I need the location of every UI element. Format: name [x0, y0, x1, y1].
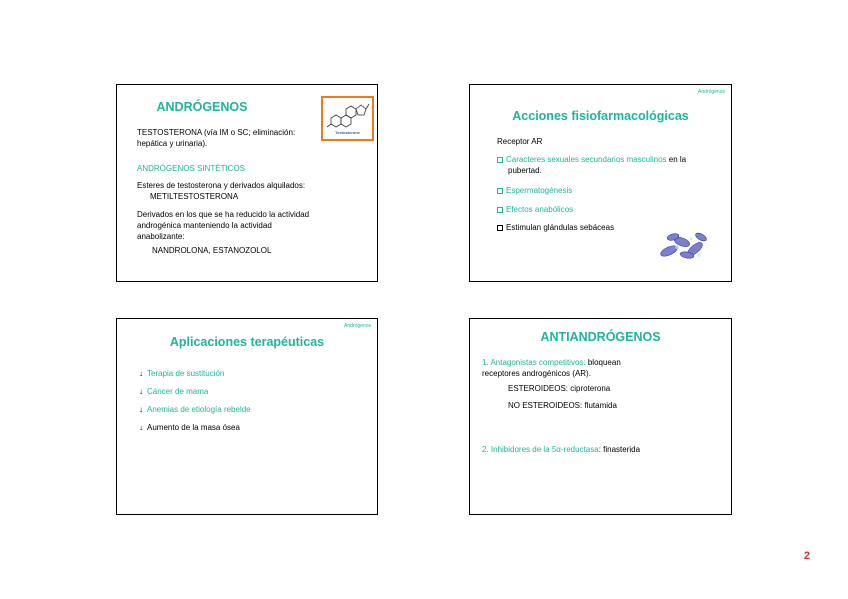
arrow-down-icon: ↓ — [139, 387, 143, 396]
checkbox-icon — [497, 188, 503, 194]
slide-corner-label: Andrógenos — [698, 89, 725, 95]
slide-title: ANDRÓGENOS — [156, 100, 248, 114]
paragraph-nandrolona: NANDROLONA, ESTANOZOLOL — [152, 246, 272, 255]
image-caption: Testosterone — [335, 130, 360, 135]
antagonistas-line: 1. Antagonistas competitivos: bloquean — [482, 358, 621, 367]
list-item: ↓ Aumento de la masa ósea — [139, 423, 240, 432]
testosterone-structure-image — [321, 96, 374, 141]
list-item: Efectos anabólicos — [497, 204, 573, 215]
paragraph-esteres: Esteres de testosterona y derivados alquilados: — [137, 181, 306, 190]
slide-title: ANTIANDRÓGENOS — [540, 330, 661, 344]
page-number: 2 — [803, 550, 810, 562]
slide-antiandrogenos — [469, 318, 732, 515]
slide-acciones — [469, 84, 732, 282]
no-esteroideos-line: NO ESTEROIDEOS: flutamida — [508, 401, 617, 410]
list-item: ↓ Terapia de sustitución — [139, 369, 225, 378]
esteroideos-line: ESTEROIDEOS: ciproterona — [508, 384, 611, 393]
list-item: ↓ Cáncer de mama — [139, 387, 209, 396]
list-item: Espermatogénesis — [497, 185, 572, 196]
checkbox-icon — [497, 157, 503, 163]
slide-androgenos — [116, 84, 378, 282]
paragraph-testosterona-cont: hepática y urinaria). — [137, 139, 208, 148]
arrow-down-icon: ↓ — [139, 423, 143, 432]
subheading-sinteticos: ANDRÓGENOS SINTÉTICOS — [137, 164, 246, 173]
paragraph-metiltestosterona: METILTESTOSTERONA — [150, 192, 239, 201]
list-item: ↓ Anemias de etiología rebelde — [139, 405, 251, 414]
inhibidores-line: 2. Inhibidores de la 5α-reductasa: finasterida — [482, 445, 641, 454]
paragraph-derivados-2: androgénica manteniendo la actividad — [137, 221, 272, 230]
slide-corner-label: Andrógenos — [344, 323, 371, 329]
steroid-molecule-icon — [323, 100, 372, 130]
list-item: Caracteres sexuales secundarios masculinos en la — [497, 154, 686, 165]
antagonistas-line-cont: receptores androgénicos (AR). — [482, 369, 591, 378]
cells-illustration-icon — [657, 227, 711, 263]
receptor-label: Receptor AR — [497, 137, 543, 146]
paragraph-derivados-3: anabolizante: — [137, 232, 185, 241]
checkbox-icon — [497, 207, 503, 213]
list-item: Estimulan glándulas sebáceas — [497, 222, 614, 233]
checkbox-icon — [497, 225, 503, 231]
arrow-down-icon: ↓ — [139, 405, 143, 414]
list-item-cont: pubertad. — [508, 166, 542, 175]
paragraph-derivados: Derivados en los que se ha reducido la actividad — [137, 210, 310, 219]
paragraph-testosterona: TESTOSTERONA (vía IM o SC; eliminación: — [137, 128, 296, 137]
slide-aplicaciones — [116, 318, 378, 515]
slide-title: Acciones fisiofarmacológicas — [512, 109, 689, 123]
arrow-down-icon: ↓ — [139, 369, 143, 378]
slide-title: Aplicaciones terapéuticas — [169, 335, 325, 349]
